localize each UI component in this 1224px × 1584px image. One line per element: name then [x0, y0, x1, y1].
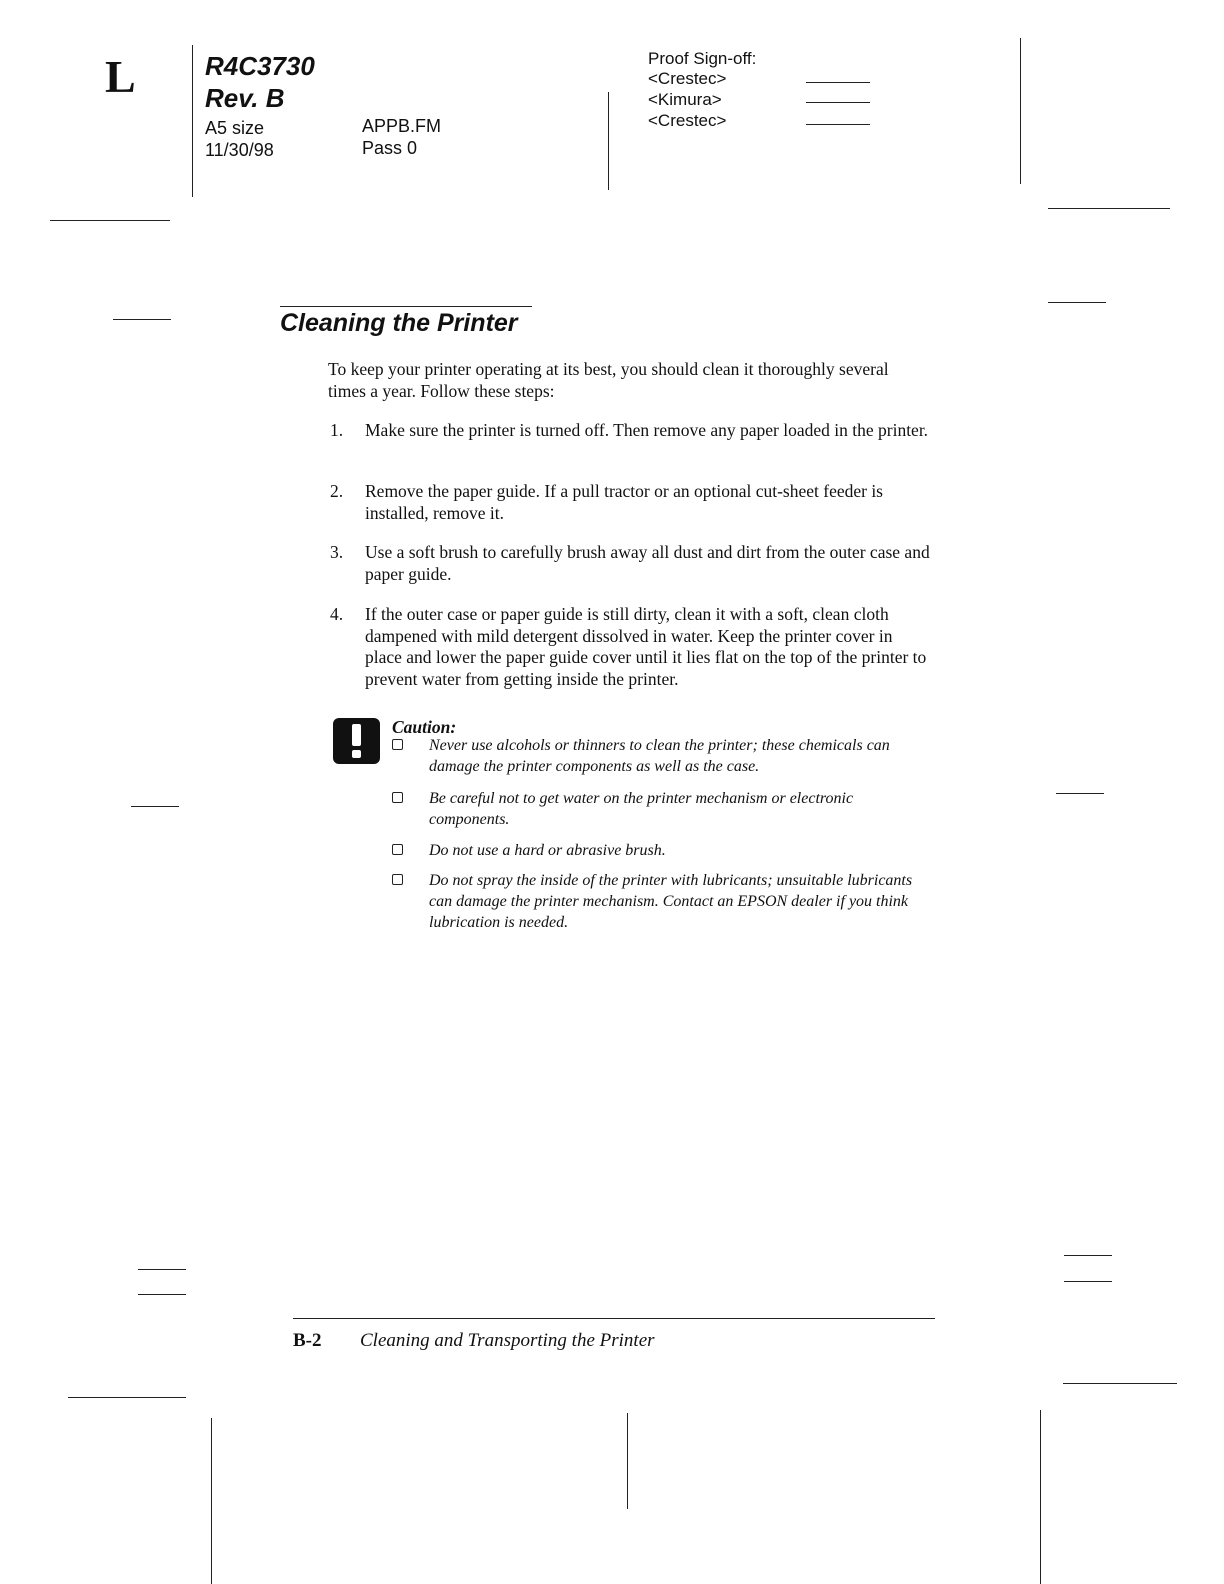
step-text: Remove the paper guide. If a pull tractor or an optional cut-sheet feeder is installed, remove it.: [365, 481, 883, 523]
crop-mark: [138, 1269, 186, 1270]
crop-mark: [1064, 1281, 1112, 1282]
step-text: Make sure the printer is turned off. Then remove any paper loaded in the printer.: [365, 420, 929, 440]
crop-mark: [211, 1418, 212, 1584]
crop-mark: [68, 1397, 186, 1398]
doc-id: R4C3730: [205, 51, 315, 81]
step-number: 1.: [330, 420, 344, 440]
date-label: 11/30/98: [205, 140, 274, 160]
proof-name: <Crestec>: [648, 69, 727, 88]
checkbox-bullet-icon: [392, 874, 403, 885]
proof-title: Proof Sign-off:: [648, 49, 757, 68]
header-divider-right: [1020, 38, 1021, 184]
caution-text: Be careful not to get water on the printer mechanism or electronic components.: [429, 790, 854, 828]
crop-mark: [627, 1413, 628, 1509]
signoff-line: [806, 102, 870, 103]
margin-letter: L: [105, 51, 136, 102]
signoff-line: [806, 124, 870, 125]
crop-mark: [1048, 302, 1106, 303]
step-text: If the outer case or paper guide is still dirty, clean it with a soft, clean cloth dampened with mild detergent dissolved in water. Keep the printer cover in place and lower the paper guide cover until it lies flat on the top of the printer to prevent water from getting inside the printer.: [365, 604, 927, 689]
crop-mark: [1056, 793, 1104, 794]
signoff-line: [806, 82, 870, 83]
caution-text: Do not use a hard or abrasive brush.: [429, 842, 666, 859]
crop-mark: [138, 1294, 186, 1295]
file-label: APPB.FM: [362, 116, 442, 136]
caution-text: Never use alcohols or thinners to clean the printer; these chemicals can damage the printer components as well as the case.: [429, 737, 890, 775]
crop-mark: [1048, 208, 1170, 209]
footer-rule: [293, 1318, 935, 1319]
caution-title: Caution:: [392, 717, 457, 737]
crop-mark: [1063, 1383, 1177, 1384]
pass-label: Pass 0: [362, 138, 418, 158]
size-label: A5 size: [205, 118, 265, 138]
page-number: B-2: [293, 1330, 322, 1351]
checkbox-bullet-icon: [392, 792, 403, 803]
crop-mark: [113, 319, 171, 320]
section-title: Cleaning the Printer: [280, 306, 532, 338]
step-number: 3.: [330, 542, 344, 562]
proof-name: <Crestec>: [648, 111, 727, 130]
checkbox-bullet-icon: [392, 844, 403, 855]
header-divider-middle: [608, 92, 609, 190]
crop-mark: [50, 220, 170, 221]
header-divider-left: [192, 45, 193, 197]
checkbox-bullet-icon: [392, 739, 403, 750]
step-number: 4.: [330, 604, 344, 624]
crop-mark: [131, 806, 179, 807]
crop-mark: [1064, 1255, 1112, 1256]
caution-text: Do not spray the inside of the printer with lubricants; unsuitable lubricants can damage the printer mechanism. Contact an EPSON dealer if you think lubrication is needed.: [429, 872, 913, 931]
proof-name: <Kimura>: [648, 90, 722, 109]
revision: Rev. B: [205, 83, 285, 113]
crop-mark: [1040, 1410, 1041, 1584]
step-text: Use a soft brush to carefully brush away all dust and dirt from the outer case and paper guide.: [365, 542, 930, 584]
step-number: 2.: [330, 481, 344, 501]
exclamation-icon: [333, 718, 380, 764]
chapter-title: Cleaning and Transporting the Printer: [360, 1330, 655, 1351]
intro-paragraph: To keep your printer operating at its best, you should clean it thoroughly several times a year. Follow these steps:: [328, 359, 889, 401]
